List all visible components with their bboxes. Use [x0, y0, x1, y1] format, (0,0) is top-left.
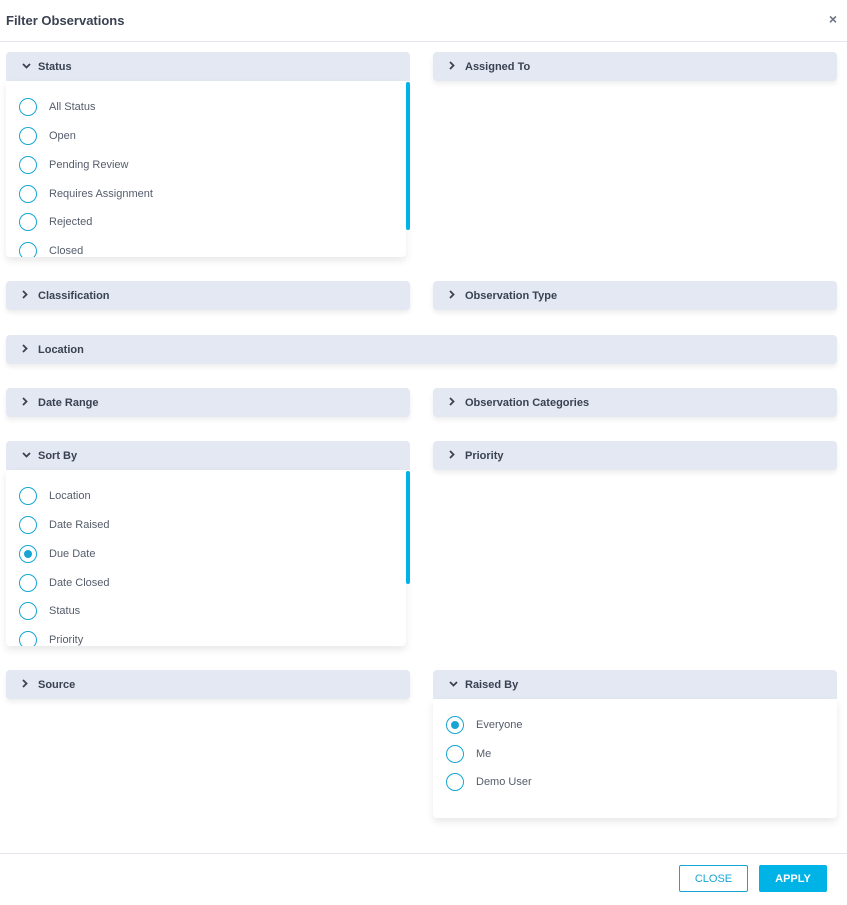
- status-option[interactable]: Requires Assignment: [19, 185, 153, 203]
- chevron-down-icon: [22, 61, 34, 72]
- date-range-panel-title: Date Range: [38, 396, 99, 409]
- date-range-panel-header[interactable]: [6, 388, 410, 417]
- status-panel: [6, 52, 410, 257]
- priority-panel: [433, 441, 837, 470]
- status-option[interactable]: Pending Review: [19, 156, 129, 174]
- radio-button[interactable]: [19, 574, 37, 592]
- chevron-right-icon: [449, 61, 461, 73]
- sort-by-scrollbar[interactable]: [406, 471, 410, 584]
- status-option[interactable]: Rejected: [19, 213, 92, 231]
- assigned-to-panel-header[interactable]: [433, 52, 837, 81]
- observation-type-panel-title: Observation Type: [465, 289, 558, 302]
- raised-by-option[interactable]: Me: [446, 745, 491, 763]
- radio-button[interactable]: [19, 487, 37, 505]
- sort-by-panel-title: Sort By: [38, 449, 78, 462]
- location-panel-header[interactable]: [6, 335, 837, 364]
- assigned-to-panel-title: Assigned To: [465, 60, 531, 73]
- chevron-down-icon: [22, 450, 34, 461]
- location-panel-title: Location: [38, 343, 84, 356]
- dialog-footer: [0, 853, 847, 905]
- priority-panel-title: Priority: [465, 449, 504, 462]
- raised-by-options: [433, 699, 837, 818]
- sort-option[interactable]: Location: [19, 487, 91, 505]
- sort-option[interactable]: Status: [19, 602, 80, 620]
- close-icon[interactable]: ×: [828, 11, 837, 27]
- classification-panel-header[interactable]: [6, 281, 410, 310]
- assigned-to-panel: [433, 52, 837, 81]
- radio-button[interactable]: [19, 98, 37, 116]
- location-panel: [6, 335, 837, 364]
- source-panel: [6, 670, 410, 699]
- chevron-down-icon: [449, 679, 461, 690]
- date-range-panel: [6, 388, 410, 417]
- status-option[interactable]: All Status: [19, 98, 95, 116]
- status-options: [6, 81, 406, 257]
- dialog-header: [0, 0, 847, 42]
- close-button[interactable]: CLOSE: [679, 865, 748, 892]
- radio-button-selected[interactable]: [446, 716, 464, 734]
- radio-button[interactable]: [19, 213, 37, 231]
- raised-by-panel-title: Raised By: [465, 678, 519, 691]
- observation-categories-panel: [433, 388, 837, 417]
- chevron-right-icon: [449, 290, 461, 302]
- radio-button[interactable]: [19, 602, 37, 620]
- classification-panel-title: Classification: [38, 289, 110, 302]
- apply-button[interactable]: APPLY: [759, 865, 827, 892]
- radio-button[interactable]: [19, 185, 37, 203]
- raised-by-panel-header[interactable]: [433, 670, 837, 699]
- observation-type-panel: [433, 281, 837, 310]
- raised-by-option[interactable]: Demo User: [446, 773, 532, 791]
- sort-by-panel-header[interactable]: [6, 441, 410, 470]
- raised-by-option[interactable]: Everyone: [446, 716, 522, 734]
- sort-option[interactable]: Due Date: [19, 545, 95, 563]
- sort-by-options: [6, 470, 406, 646]
- radio-button[interactable]: [446, 773, 464, 791]
- status-scrollbar[interactable]: [406, 82, 410, 230]
- observation-categories-panel-header[interactable]: [433, 388, 837, 417]
- source-panel-header[interactable]: [6, 670, 410, 699]
- status-panel-header[interactable]: [6, 52, 410, 81]
- status-panel-title: Status: [38, 60, 72, 73]
- classification-panel: [6, 281, 410, 310]
- chevron-right-icon: [449, 450, 461, 462]
- chevron-right-icon: [22, 397, 34, 409]
- radio-button[interactable]: [19, 516, 37, 534]
- sort-option[interactable]: Priority: [19, 631, 83, 646]
- raised-by-panel: [433, 670, 837, 818]
- chevron-right-icon: [22, 679, 34, 691]
- status-option[interactable]: Open: [19, 127, 76, 145]
- radio-button[interactable]: [19, 631, 37, 646]
- chevron-right-icon: [22, 290, 34, 302]
- sort-option[interactable]: Date Raised: [19, 516, 110, 534]
- chevron-right-icon: [22, 344, 34, 356]
- radio-button[interactable]: [446, 745, 464, 763]
- dialog-title: Filter Observations: [6, 13, 125, 28]
- observation-type-panel-header[interactable]: [433, 281, 837, 310]
- radio-button[interactable]: [19, 156, 37, 174]
- radio-button[interactable]: [19, 242, 37, 257]
- radio-button[interactable]: [19, 127, 37, 145]
- sort-by-panel: [6, 441, 410, 646]
- status-option[interactable]: Closed: [19, 242, 83, 257]
- priority-panel-header[interactable]: [433, 441, 837, 470]
- sort-option[interactable]: Date Closed: [19, 574, 110, 592]
- chevron-right-icon: [449, 397, 461, 409]
- radio-button-selected[interactable]: [19, 545, 37, 563]
- source-panel-title: Source: [38, 678, 76, 691]
- observation-categories-panel-title: Observation Categories: [465, 396, 590, 409]
